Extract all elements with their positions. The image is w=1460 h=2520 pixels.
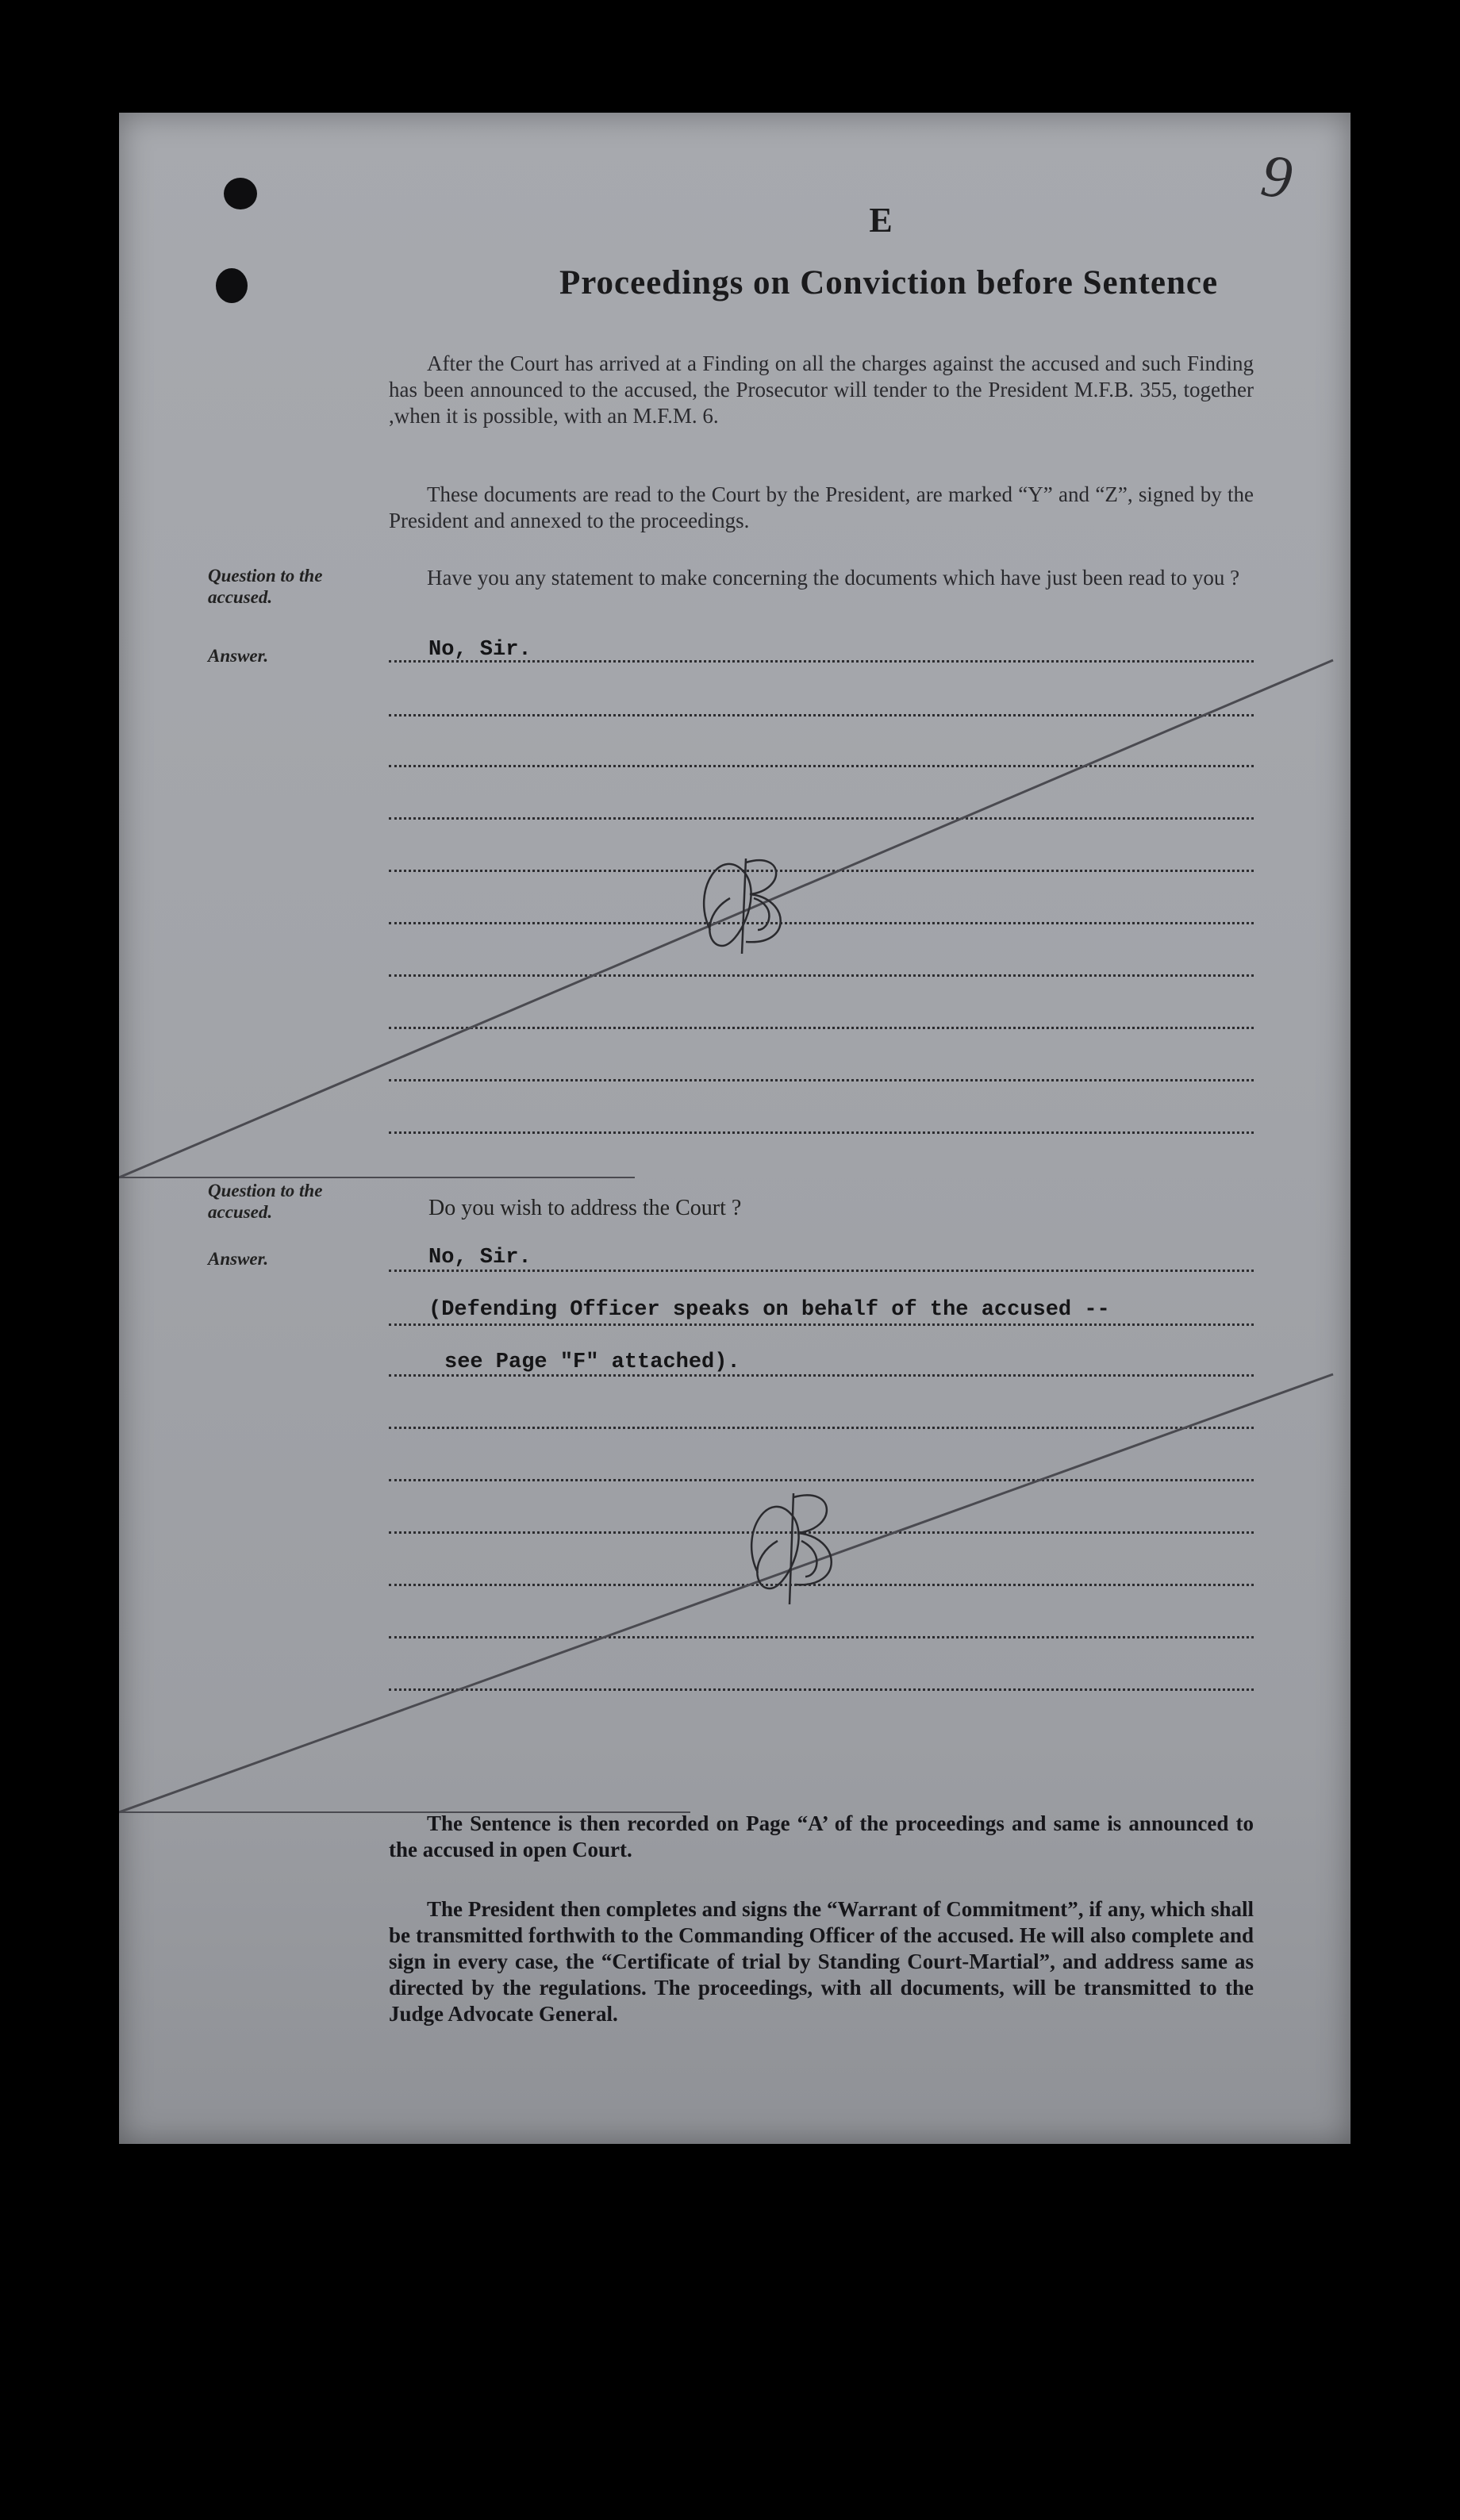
page-number: 9 (1257, 141, 1297, 213)
president-paragraph: The President then completes and signs the “Warrant of Commitment”, if any, which shall be transmitted forthwith to the Commanding Officer of the accused. He will also complete and sign in every case, the “Certificate of trial by Standing Court-Martial”, and address same as directed by the regulations. The proceedings, with all documents, will be transmitted to the Judge Advocate General. (389, 1897, 1254, 2026)
strike-line-2 (119, 1374, 1333, 1812)
initials-mark-1 (704, 859, 781, 954)
question-2: Do you wish to address the Court ? (428, 1196, 742, 1220)
answer-2-text-1: No, Sir. (428, 1246, 532, 1270)
answer-label-1: Answer. (208, 646, 269, 666)
sentence-paragraph: The Sentence is then recorded on Page “A’ of the proceedings and same is announced to the accused in open Court. (389, 1811, 1254, 1861)
page-title: Proceedings on Conviction before Sentence (559, 264, 1219, 302)
answer-label-2: Answer. (208, 1249, 269, 1269)
answer-2-text-2: (Defending Officer speaks on behalf of the accused -- (428, 1298, 1110, 1322)
initials-mark-2 (751, 1493, 832, 1604)
document-page (119, 113, 1350, 2144)
answer-1-text: No, Sir. (428, 638, 532, 662)
documents-paragraph: These documents are read to the Court by the President, are marked “Y” and “Z”, signed by the President and annexed to the proceedings. (389, 482, 1254, 532)
answer-2-text-3: see Page "F" attached). (444, 1350, 740, 1374)
section-letter: E (869, 201, 893, 240)
question-label-1: Question to the accused. (208, 566, 323, 607)
strike-line-1 (119, 660, 1333, 1177)
question-label-2: Question to the accused. (208, 1181, 323, 1222)
intro-paragraph: After the Court has arrived at a Finding on all the charges against the accused and such Finding has been announced to the accused, the Prosecutor will tender to the President M.F.B. 355, together ,when it is possible, with an M.F.M. 6. (389, 351, 1254, 428)
question-1: Have you any statement to make concerning the documents which have just been read to you ? (427, 566, 1240, 590)
